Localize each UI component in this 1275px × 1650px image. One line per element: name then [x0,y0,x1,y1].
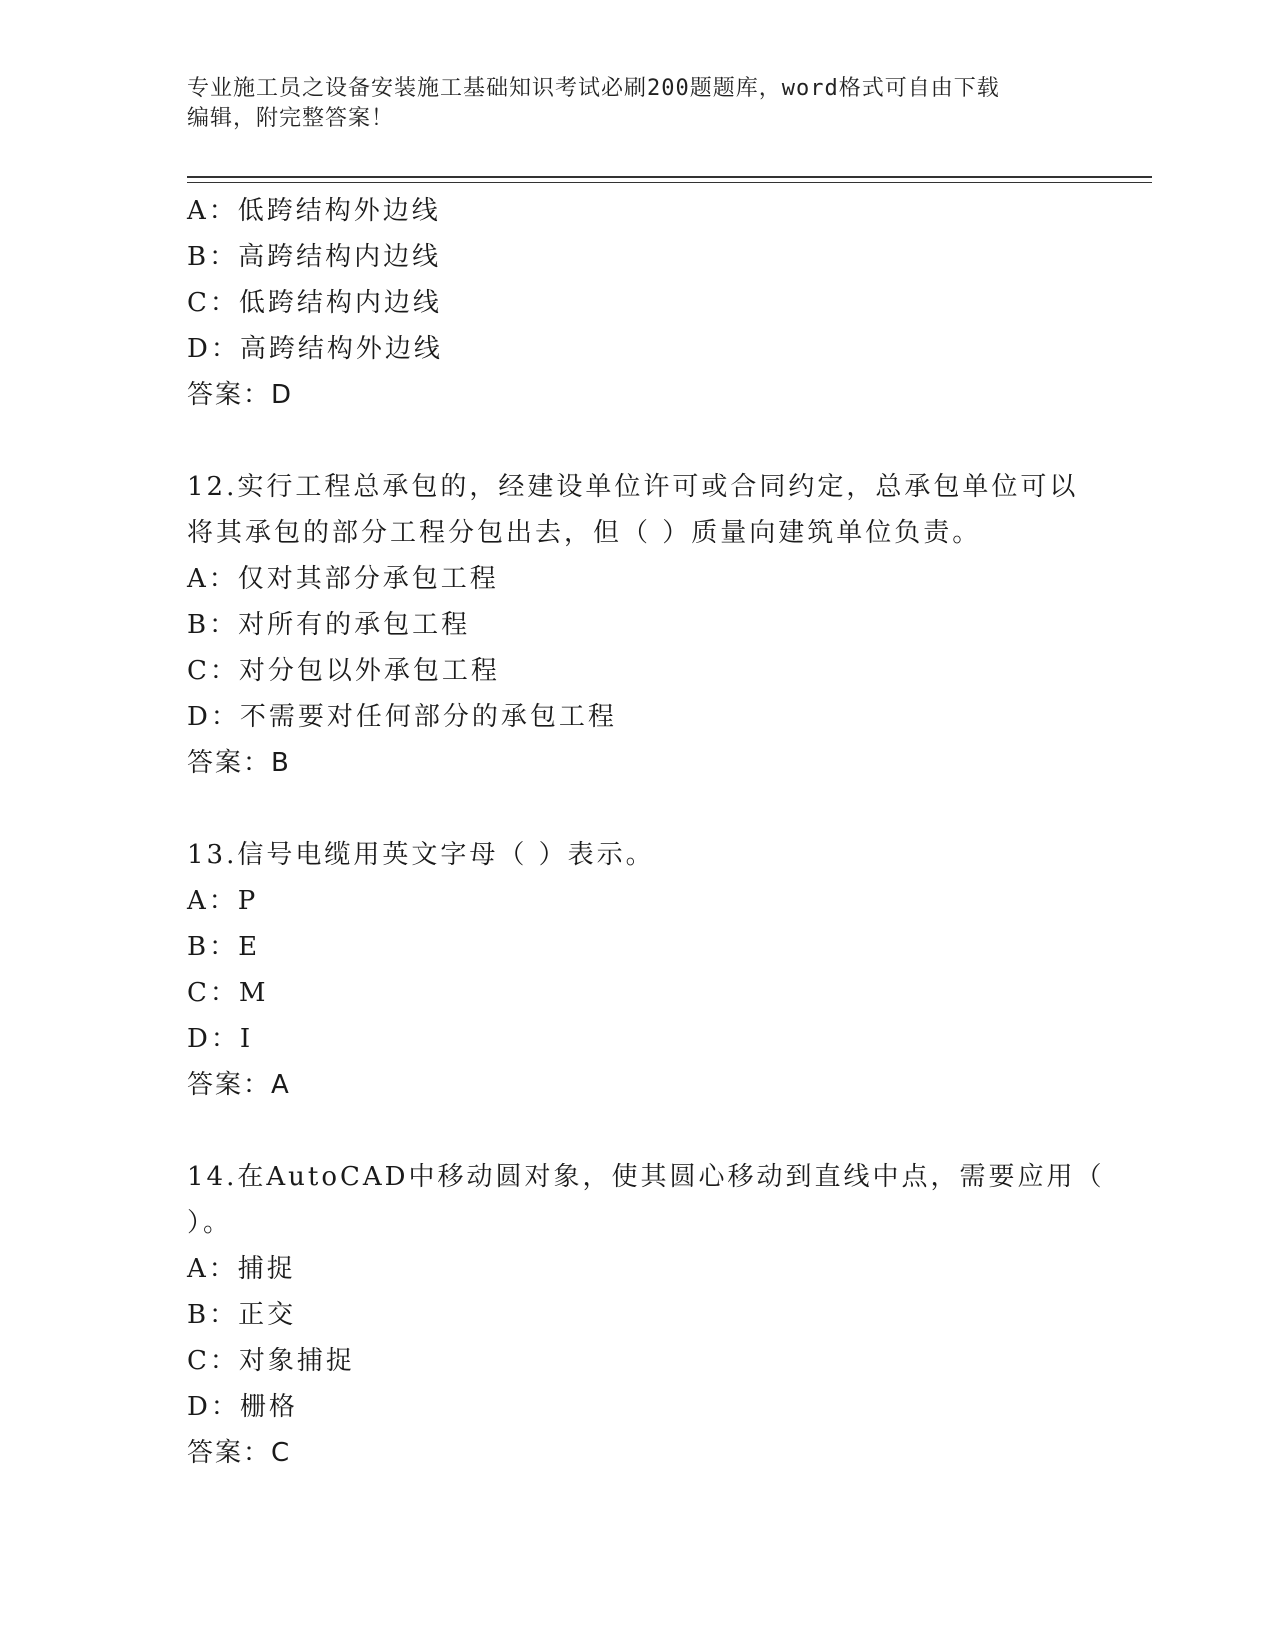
option-text: 高跨结构外边线 [239,334,443,364]
question-12 [187,464,1087,786]
option-c [187,648,1087,694]
header-line-2: 编辑，附完整答案！ [187,106,395,131]
option-text: 不需要对任何部分的承包工程 [239,702,617,732]
option-key: B： [187,242,239,272]
option-text: M [238,978,269,1008]
option-key: B： [187,932,239,962]
question-text-line-2: ）。 [187,1208,233,1238]
option-text: 捕捉 [237,1254,296,1284]
option-text: 高跨结构内边线 [238,242,442,272]
option-d [187,326,1087,372]
option-text: 对所有的承包工程 [238,610,471,640]
option-b [187,924,1087,970]
answer-line: 答案：B [187,748,291,778]
option-a [187,188,1087,234]
question-text-line-2: 将其承包的部分工程分包出去，但（ ）质量向建筑单位负责。 [187,518,982,548]
option-key: C： [187,656,239,686]
option-key: C： [187,1346,239,1376]
question-text-line-1: 13.信号电缆用英文字母（ ）表示。 [187,840,655,870]
document-header [187,74,1087,134]
option-d [187,694,1087,740]
option-key: A： [187,1254,238,1284]
question-11 [187,188,1087,418]
option-key: C： [187,978,239,1008]
question-text-line-1: 12.实行工程总承包的，经建设单位许可或合同约定，总承包单位可以 [187,472,1079,502]
option-key: B： [187,610,239,640]
option-text: 低跨结构内边线 [238,288,442,318]
header-rule-thick [187,176,1152,178]
option-c [187,280,1087,326]
option-key: A： [187,886,238,916]
spacer [187,1108,1087,1154]
option-text: I [239,1024,254,1054]
option-b [187,234,1087,280]
question-text-line-1: 14.在AutoCAD中移动圆对象，使其圆心移动到直线中点，需要应用（ [187,1162,1105,1192]
option-a [187,556,1087,602]
option-b [187,602,1087,648]
option-key: D： [187,1024,240,1054]
option-c [187,970,1087,1016]
option-text: 仅对其部分承包工程 [237,564,499,594]
option-text: 对象捕捉 [238,1346,355,1376]
header-line-1: 专业施工员之设备安装施工基础知识考试必刷200题题库，word格式可自由下载 [187,76,1000,101]
spacer [187,418,1087,464]
option-c [187,1338,1087,1384]
question-13 [187,832,1087,1108]
option-key: A： [187,196,238,226]
option-text: 低跨结构外边线 [237,196,441,226]
question-list [187,188,1105,1476]
option-d [187,1016,1087,1062]
option-text: P [237,886,259,916]
option-key: D： [187,1392,240,1422]
option-text: 栅格 [239,1392,298,1422]
option-a [187,878,1087,924]
option-text: E [238,932,261,962]
answer-line: 答案：D [187,380,294,410]
option-d [187,1384,1087,1430]
spacer [187,786,1087,832]
answer-line: 答案：A [187,1070,291,1100]
option-key: D： [187,702,240,732]
answer-line: 答案：C [187,1438,292,1468]
option-key: D： [187,334,240,364]
question-14 [187,1154,1105,1476]
option-text: 正交 [238,1300,297,1330]
option-key: A： [187,564,238,594]
header-rule-thin [187,182,1152,183]
option-a [187,1246,1087,1292]
option-b [187,1292,1087,1338]
option-text: 对分包以外承包工程 [238,656,500,686]
option-key: C： [187,288,239,318]
option-key: B： [187,1300,239,1330]
